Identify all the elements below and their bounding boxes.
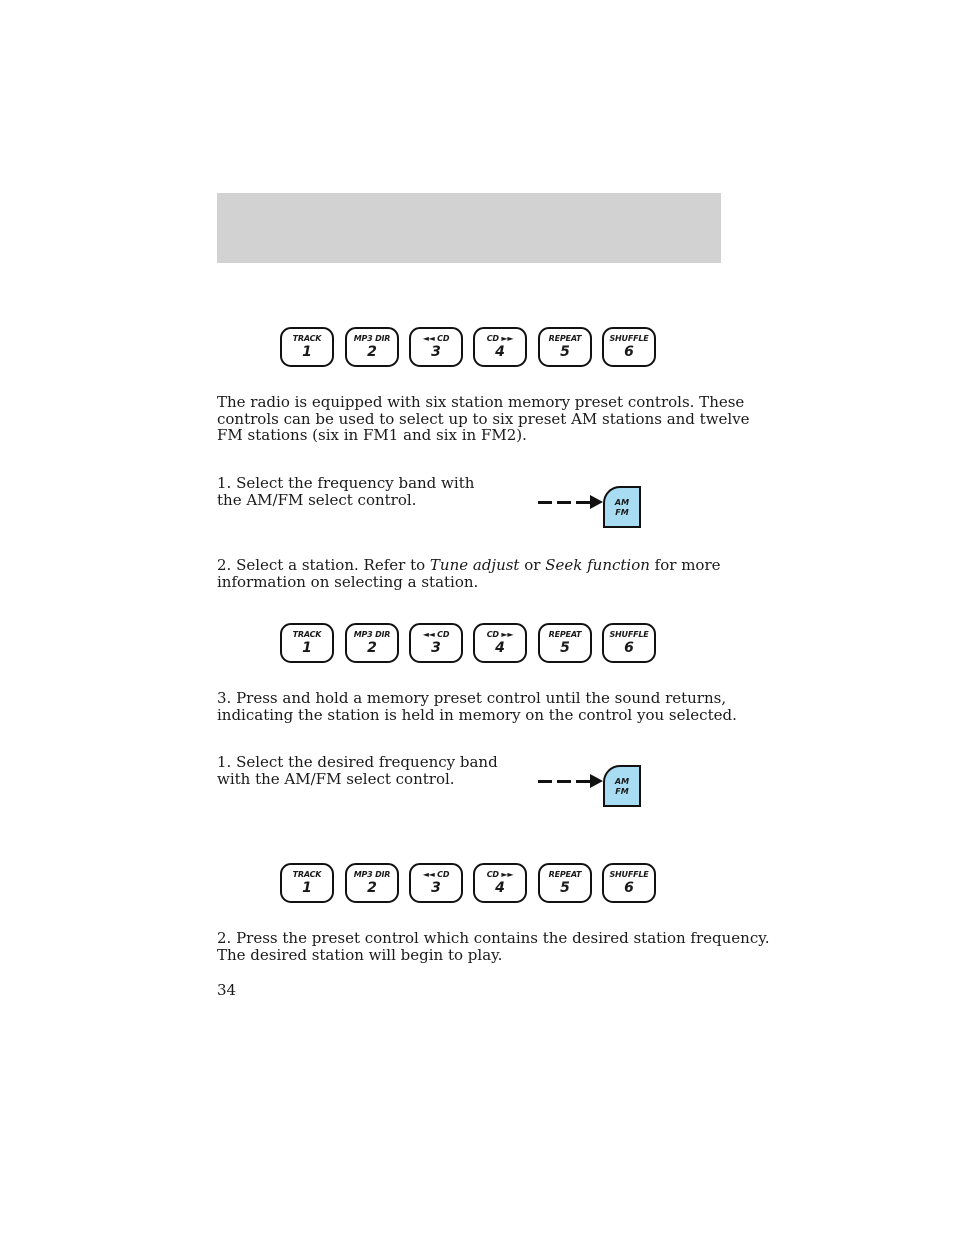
preset-number: 2 (367, 344, 377, 360)
set-step-1: 1. Select the frequency band with the AM/FM select control. (217, 474, 475, 509)
preset-button-6 (602, 623, 656, 663)
arrow-dash (538, 501, 552, 504)
arrow-right-icon (590, 495, 603, 509)
preset-button-2 (345, 863, 399, 903)
preset-button-2 (345, 327, 399, 367)
preset-button-2 (345, 623, 399, 663)
preset-number: 5 (560, 640, 570, 656)
amfm-select-figure (537, 765, 643, 809)
intro-paragraph: The radio is equipped with six station memory preset controls. These controls can be used to select up to six preset AM stations and twelve FM stations (six in FM1 and six in FM2). (217, 393, 750, 445)
preset-button-3 (409, 327, 463, 367)
preset-label: REPEAT (548, 630, 582, 639)
link-tune-adjust: Tune adjust (429, 556, 520, 574)
preset-button-5 (538, 863, 592, 903)
preset-label: MP3 DIR (353, 630, 391, 639)
arrow-right-icon (590, 774, 603, 788)
preset-button-1 (280, 623, 334, 663)
preset-number: 5 (560, 344, 570, 360)
preset-button-1 (280, 327, 334, 367)
preset-number: 1 (302, 640, 312, 656)
arrow-dash (557, 501, 571, 504)
amfm-select-figure (537, 486, 643, 530)
preset-controls-figure (280, 327, 660, 369)
preset-label: SHUFFLE (609, 630, 649, 639)
preset-button-4 (473, 327, 527, 367)
preset-label: CD ►► (486, 870, 514, 879)
preset-label: TRACK (292, 870, 322, 879)
arrow-dash (576, 780, 590, 783)
preset-number: 6 (624, 880, 634, 896)
preset-number: 6 (624, 640, 634, 656)
preset-controls-figure (280, 863, 660, 905)
preset-number: 4 (495, 344, 505, 360)
preset-label: TRACK (292, 630, 322, 639)
preset-label: REPEAT (548, 870, 582, 879)
preset-controls-figure (280, 623, 660, 665)
amfm-select-button: AM FM (603, 486, 641, 528)
preset-button-5 (538, 327, 592, 367)
preset-number: 1 (302, 344, 312, 360)
preset-button-3 (409, 863, 463, 903)
preset-button-6 (602, 327, 656, 367)
amfm-select-button: AM FM (603, 765, 641, 807)
recall-step-2: 2. Press the preset control which contains the desired station frequency. The desired station will begin to play. (217, 929, 770, 964)
preset-number: 4 (495, 880, 505, 896)
preset-number: 3 (431, 640, 441, 656)
preset-label: SHUFFLE (609, 870, 649, 879)
preset-button-5 (538, 623, 592, 663)
preset-button-1 (280, 863, 334, 903)
preset-label: REPEAT (548, 334, 582, 343)
preset-button-3 (409, 623, 463, 663)
arrow-dash (576, 501, 590, 504)
preset-number: 6 (624, 344, 634, 360)
preset-label: TRACK (292, 334, 322, 343)
preset-number: 2 (367, 880, 377, 896)
set-step-2: 2. Select a station. Refer to Tune adjust or Seek function for more information on selecting a station. (217, 556, 721, 591)
preset-label: ◄◄ CD (422, 630, 450, 639)
preset-number: 5 (560, 880, 570, 896)
section-header-band (217, 193, 721, 263)
preset-label: CD ►► (486, 630, 514, 639)
set-step-3: 3. Press and hold a memory preset control until the sound returns, indicating the station is held in memory on the control you selected. (217, 689, 737, 724)
preset-button-4 (473, 623, 527, 663)
arrow-dash (557, 780, 571, 783)
page-number: 34 (217, 981, 237, 999)
preset-number: 1 (302, 880, 312, 896)
preset-number: 4 (495, 640, 505, 656)
preset-number: 3 (431, 344, 441, 360)
preset-label: SHUFFLE (609, 334, 649, 343)
link-seek-function: Seek function (545, 556, 650, 574)
preset-label: ◄◄ CD (422, 334, 450, 343)
preset-label: CD ►► (486, 334, 514, 343)
preset-label: MP3 DIR (353, 870, 391, 879)
preset-label: ◄◄ CD (422, 870, 450, 879)
arrow-dash (538, 780, 552, 783)
preset-number: 3 (431, 880, 441, 896)
preset-label: MP3 DIR (353, 334, 391, 343)
recall-step-1: 1. Select the desired frequency band with the AM/FM select control. (217, 753, 498, 788)
preset-button-4 (473, 863, 527, 903)
preset-number: 2 (367, 640, 377, 656)
preset-button-6 (602, 863, 656, 903)
